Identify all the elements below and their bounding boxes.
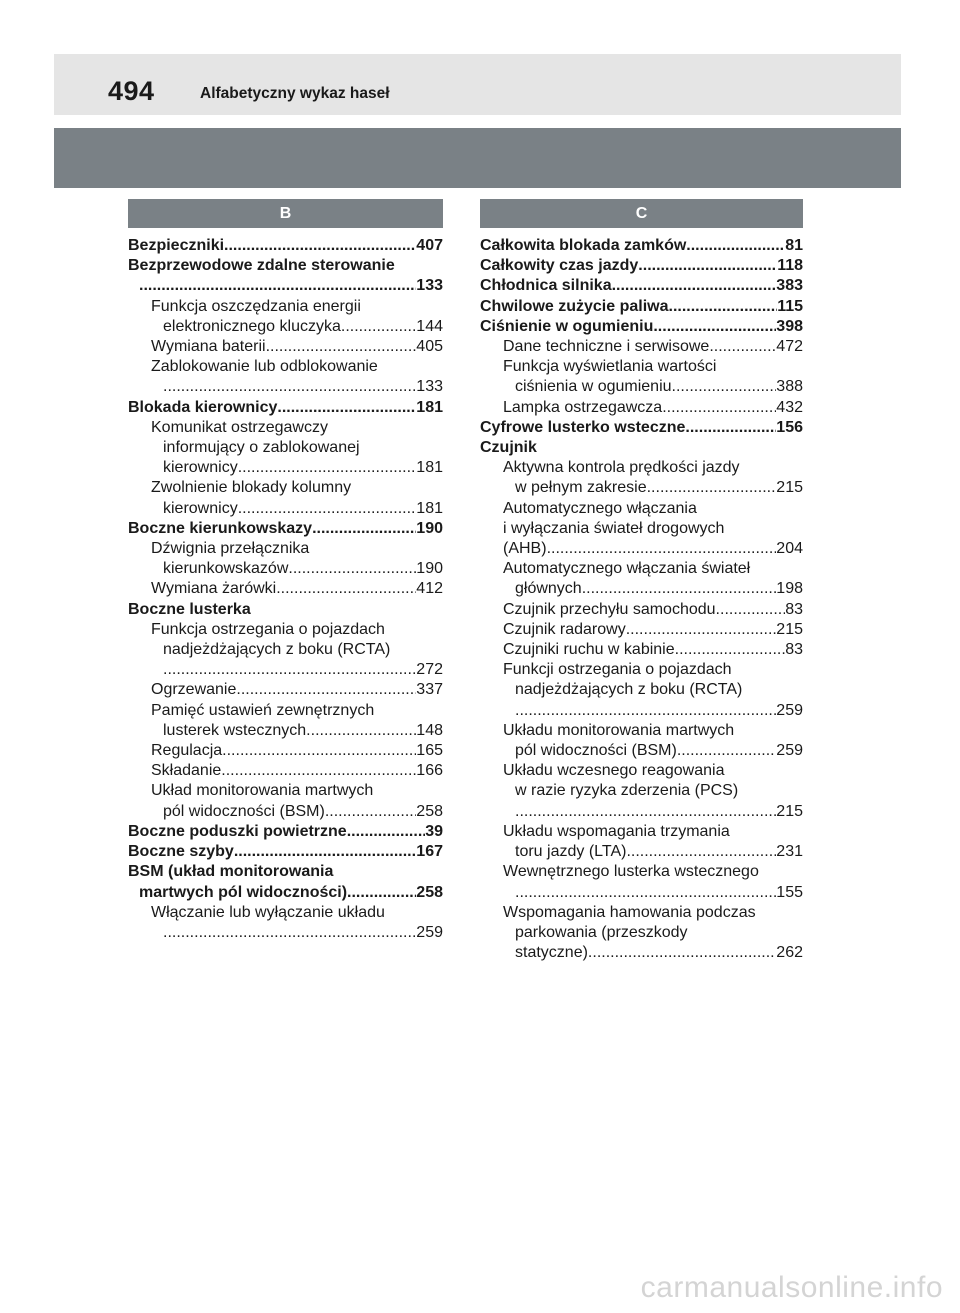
leader-dots [638,256,777,276]
page-reference: 259 [416,923,443,941]
index-subentry [128,357,443,377]
page-reference: 133 [416,378,443,396]
index-subentry [128,660,443,680]
entry-text: Wspomagania hamowania podczas [503,903,756,921]
leader-dots [669,297,778,317]
leader-dots [588,943,776,963]
leader-dots [515,883,776,903]
page-reference: 215 [776,620,803,638]
index-entry [128,236,443,256]
index-entry [128,519,443,539]
page-reference: 383 [776,277,803,295]
index-entry [480,256,803,276]
leader-dots [653,317,776,337]
leader-dots [547,539,777,559]
index-list-c [480,236,803,963]
page-title: Alfabetyczny wykaz haseł [200,85,390,102]
page-reference: 190 [416,560,443,578]
index-subentry [480,842,803,862]
index-entry [128,842,443,862]
entry-text: kierownicy [163,459,238,477]
index-subentry [480,802,803,822]
index-subentry [128,438,443,458]
leader-dots [647,478,777,498]
leader-dots [139,276,416,296]
entry-text: statyczne) [515,944,588,962]
leader-dots [675,640,786,660]
leader-dots [515,701,776,721]
page-reference: 118 [777,257,803,275]
leader-dots [341,317,416,337]
index-subentry [480,458,803,478]
leader-dots [234,842,416,862]
leader-dots [288,559,416,579]
leader-dots [306,721,416,741]
index-subentry [480,337,803,357]
index-subentry [128,802,443,822]
entry-text: Aktywna kontrola prędkości jazdy [503,459,740,477]
entry-text: Funkcji ostrzegania o pojazdach [503,661,732,679]
entry-text: informujący o zablokowanej [163,439,360,457]
index-subentry [480,478,803,498]
entry-text: Czujnik przechyłu samochodu [503,600,716,618]
index-subentry [480,660,803,680]
page-reference: 181 [416,499,443,517]
index-subentry [480,539,803,559]
leader-dots [677,741,776,761]
leader-dots [236,680,416,700]
entry-text: toru jazdy (LTA) [515,843,627,861]
entry-text: Czujnik [480,439,537,457]
page-reference: 155 [776,883,803,901]
page-reference: 215 [776,479,803,497]
index-entry [128,822,443,842]
index-subentry [128,903,443,923]
index-subentry [480,862,803,882]
entry-text: Boczne lusterka [128,600,251,618]
entry-text: Układ monitorowania martwych [151,782,374,800]
leader-dots [686,236,785,256]
index-subentry [128,458,443,478]
index-entry [480,297,803,317]
page-reference: 407 [416,237,443,254]
index-subentry [128,499,443,519]
index-subentry [128,317,443,337]
entry-text: Dźwignia przełącznika [151,540,310,558]
index-subentry [480,398,803,418]
index-subentry [480,377,803,397]
entry-text: kierunkowskazów [163,560,289,578]
entry-text: (AHB) [503,540,547,558]
index-entry [480,438,803,458]
entry-text: Całkowita blokada zamków [480,237,687,254]
index-subentry [480,600,803,620]
index-subentry [480,620,803,640]
index-subentry [480,822,803,842]
entry-text: Pamięć ustawień zewnętrznych [151,701,375,719]
index-column-c [480,199,803,963]
entry-text: Automatycznego włączania świateł [503,560,751,578]
entry-text: Wymiana żarówki [151,580,277,598]
index-subentry [480,943,803,963]
page-reference: 167 [416,843,443,861]
letter-heading-c: C [480,199,803,228]
entry-text: Czujnik radarowy [503,620,626,638]
leader-dots [347,883,416,903]
index-entry [480,317,803,337]
entry-text: Regulacja [151,742,223,760]
page-reference: 181 [416,398,443,416]
entry-text: Składanie [151,762,222,780]
index-subentry [480,499,803,519]
entry-text: Boczne poduszki powietrzne [128,822,347,840]
page-reference: 258 [416,802,443,820]
entry-text: w razie ryzyka zderzenia (PCS) [515,782,739,800]
page-reference: 272 [416,661,443,679]
index-list-b [128,236,443,943]
leader-dots [709,337,776,357]
page-number: 494 [108,76,155,106]
entry-text: Chłodnica silnika [480,277,612,295]
page-reference: 83 [785,641,803,659]
page-reference: 259 [776,742,803,760]
page-reference: 231 [776,843,803,861]
page-reference: 472 [776,338,803,356]
page-reference: 181 [416,459,443,477]
leader-dots [515,802,776,822]
leader-dots [163,660,416,680]
index-subentry [128,640,443,660]
page-reference: 156 [776,418,803,436]
index-subentry [128,701,443,721]
index-subentry [480,357,803,377]
entry-text: BSM (układ monitorowania [128,863,334,881]
leader-dots [312,519,416,539]
entry-text: Układu wczesnego reagowania [503,762,725,780]
leader-dots [238,458,417,478]
page-reference: 405 [416,338,443,356]
index-subentry [480,640,803,660]
entry-text: głównych [515,580,582,598]
index-subentry [480,741,803,761]
index-subentry [128,721,443,741]
page-reference: 165 [416,742,443,760]
entry-text: Całkowity czas jazdy [480,257,639,275]
entry-text: Blokada kierownicy [128,398,278,416]
index-subentry [480,761,803,781]
leader-dots [325,802,416,822]
index-subentry [480,680,803,700]
leader-dots [163,377,416,397]
index-subentry [128,620,443,640]
watermark: carmanualsonline.info [640,1271,943,1304]
leader-dots [347,822,426,842]
leader-dots [626,620,777,640]
index-entry [128,862,443,882]
page-reference: 115 [777,297,803,315]
index-entry [128,600,443,620]
entry-text: Układu wspomagania trzymania [503,822,730,840]
page-reference: 198 [776,580,803,598]
entry-text: Ciśnienie w ogumieniu [480,317,654,335]
leader-dots [238,499,417,519]
header-band [54,54,901,115]
index-subentry [480,519,803,539]
page-reference: 204 [776,540,803,558]
page-reference: 432 [776,398,803,416]
index-entry [128,276,443,296]
index-subentry [480,781,803,801]
page-reference: 83 [785,600,803,618]
entry-text: w pełnym zakresie [515,479,647,497]
leader-dots [276,579,416,599]
leader-dots [662,398,776,418]
entry-text: Wewnętrznego lusterka wstecznego [503,863,759,881]
entry-text: Włączanie lub wyłączanie układu [151,903,385,921]
page-reference: 398 [776,317,803,335]
entry-text: Komunikat ostrzegawczy [151,418,328,436]
index-column-b [128,199,443,943]
entry-text: Układu monitorowania martwych [503,721,735,739]
entry-text: pól widoczności (BSM) [515,742,677,760]
index-subentry [128,923,443,943]
entry-text: Zablokowanie lub odblokowanie [151,358,378,376]
index-subentry [128,761,443,781]
index-subentry [128,377,443,397]
index-entry [128,883,443,903]
leader-dots [582,579,777,599]
page-reference: 337 [416,681,443,699]
entry-text: Bezprzewodowe zdalne sterowanie [128,257,395,275]
entry-text: Czujniki ruchu w kabinie [503,641,675,659]
entry-text: kierownicy [163,499,238,517]
index-subentry [480,579,803,599]
entry-text: Automatycznego włączania [503,499,697,517]
page-reference: 259 [776,701,803,719]
leader-dots [716,600,786,620]
index-subentry [480,903,803,923]
entry-text: Bezpieczniki [128,237,225,254]
index-entry [480,418,803,438]
leader-dots [672,377,777,397]
entry-text: Funkcja ostrzegania o pojazdach [151,620,385,638]
leader-dots [163,923,416,943]
entry-text: pól widoczności (BSM) [163,802,325,820]
page-reference: 215 [776,802,803,820]
index-subentry [128,680,443,700]
entry-text: Funkcja oszczędzania energii [151,297,361,315]
leader-dots [685,418,776,438]
entry-text: Lampka ostrzegawcza [503,398,663,416]
entry-text: ciśnienia w ogumieniu [515,378,672,396]
page-reference: 262 [776,944,803,962]
page-reference: 133 [416,277,443,295]
leader-dots [224,236,416,256]
index-subentry [128,579,443,599]
page-reference: 81 [785,237,803,254]
index-subentry [128,559,443,579]
index-subentry [128,337,443,357]
entry-text: nadjeżdżających z boku (RCTA) [163,641,391,659]
leader-dots [221,761,416,781]
leader-dots [222,741,416,761]
entry-text: lusterek wstecznych [163,721,307,739]
page-reference: 39 [425,822,443,840]
entry-text: Funkcja wyświetlania wartości [503,358,717,376]
entry-text: Wymiana baterii [151,338,266,356]
index-subentry [128,478,443,498]
page-reference: 412 [416,580,443,598]
entry-text: Chwilowe zużycie paliwa [480,297,669,315]
entry-text: Dane techniczne i serwisowe [503,338,710,356]
index-subentry [128,741,443,761]
letter-heading-b: B [128,199,443,228]
index-subentry [480,883,803,903]
entry-text: parkowania (przeszkody [515,923,688,941]
index-subentry [480,721,803,741]
page-reference: 144 [416,317,443,335]
page-reference: 388 [776,378,803,396]
page-reference: 258 [416,883,443,901]
leader-dots [626,842,776,862]
page-reference: 166 [416,762,443,780]
index-entry [128,256,443,276]
section-banner [54,128,901,188]
entry-text: martwych pól widoczności) [139,883,348,901]
index-entry [480,276,803,296]
entry-text: i wyłączania świateł drogowych [503,519,725,537]
index-subentry [128,418,443,438]
index-subentry [480,559,803,579]
entry-text: elektronicznego kluczyka [163,317,341,335]
index-subentry [480,701,803,721]
leader-dots [277,398,416,418]
entry-text: nadjeżdżających z boku (RCTA) [515,681,743,699]
index-entry [480,236,803,256]
leader-dots [266,337,417,357]
page-reference: 148 [416,721,443,739]
entry-text: Boczne szyby [128,843,234,861]
index-entry [128,398,443,418]
index-subentry [128,539,443,559]
index-subentry [128,781,443,801]
entry-text: Boczne kierunkowskazy [128,519,313,537]
leader-dots [612,276,777,296]
entry-text: Cyfrowe lusterko wsteczne [480,418,686,436]
index-subentry [480,923,803,943]
entry-text: Zwolnienie blokady kolumny [151,479,352,497]
page-reference: 190 [416,519,443,537]
index-subentry [128,297,443,317]
entry-text: Ogrzewanie [151,681,237,699]
